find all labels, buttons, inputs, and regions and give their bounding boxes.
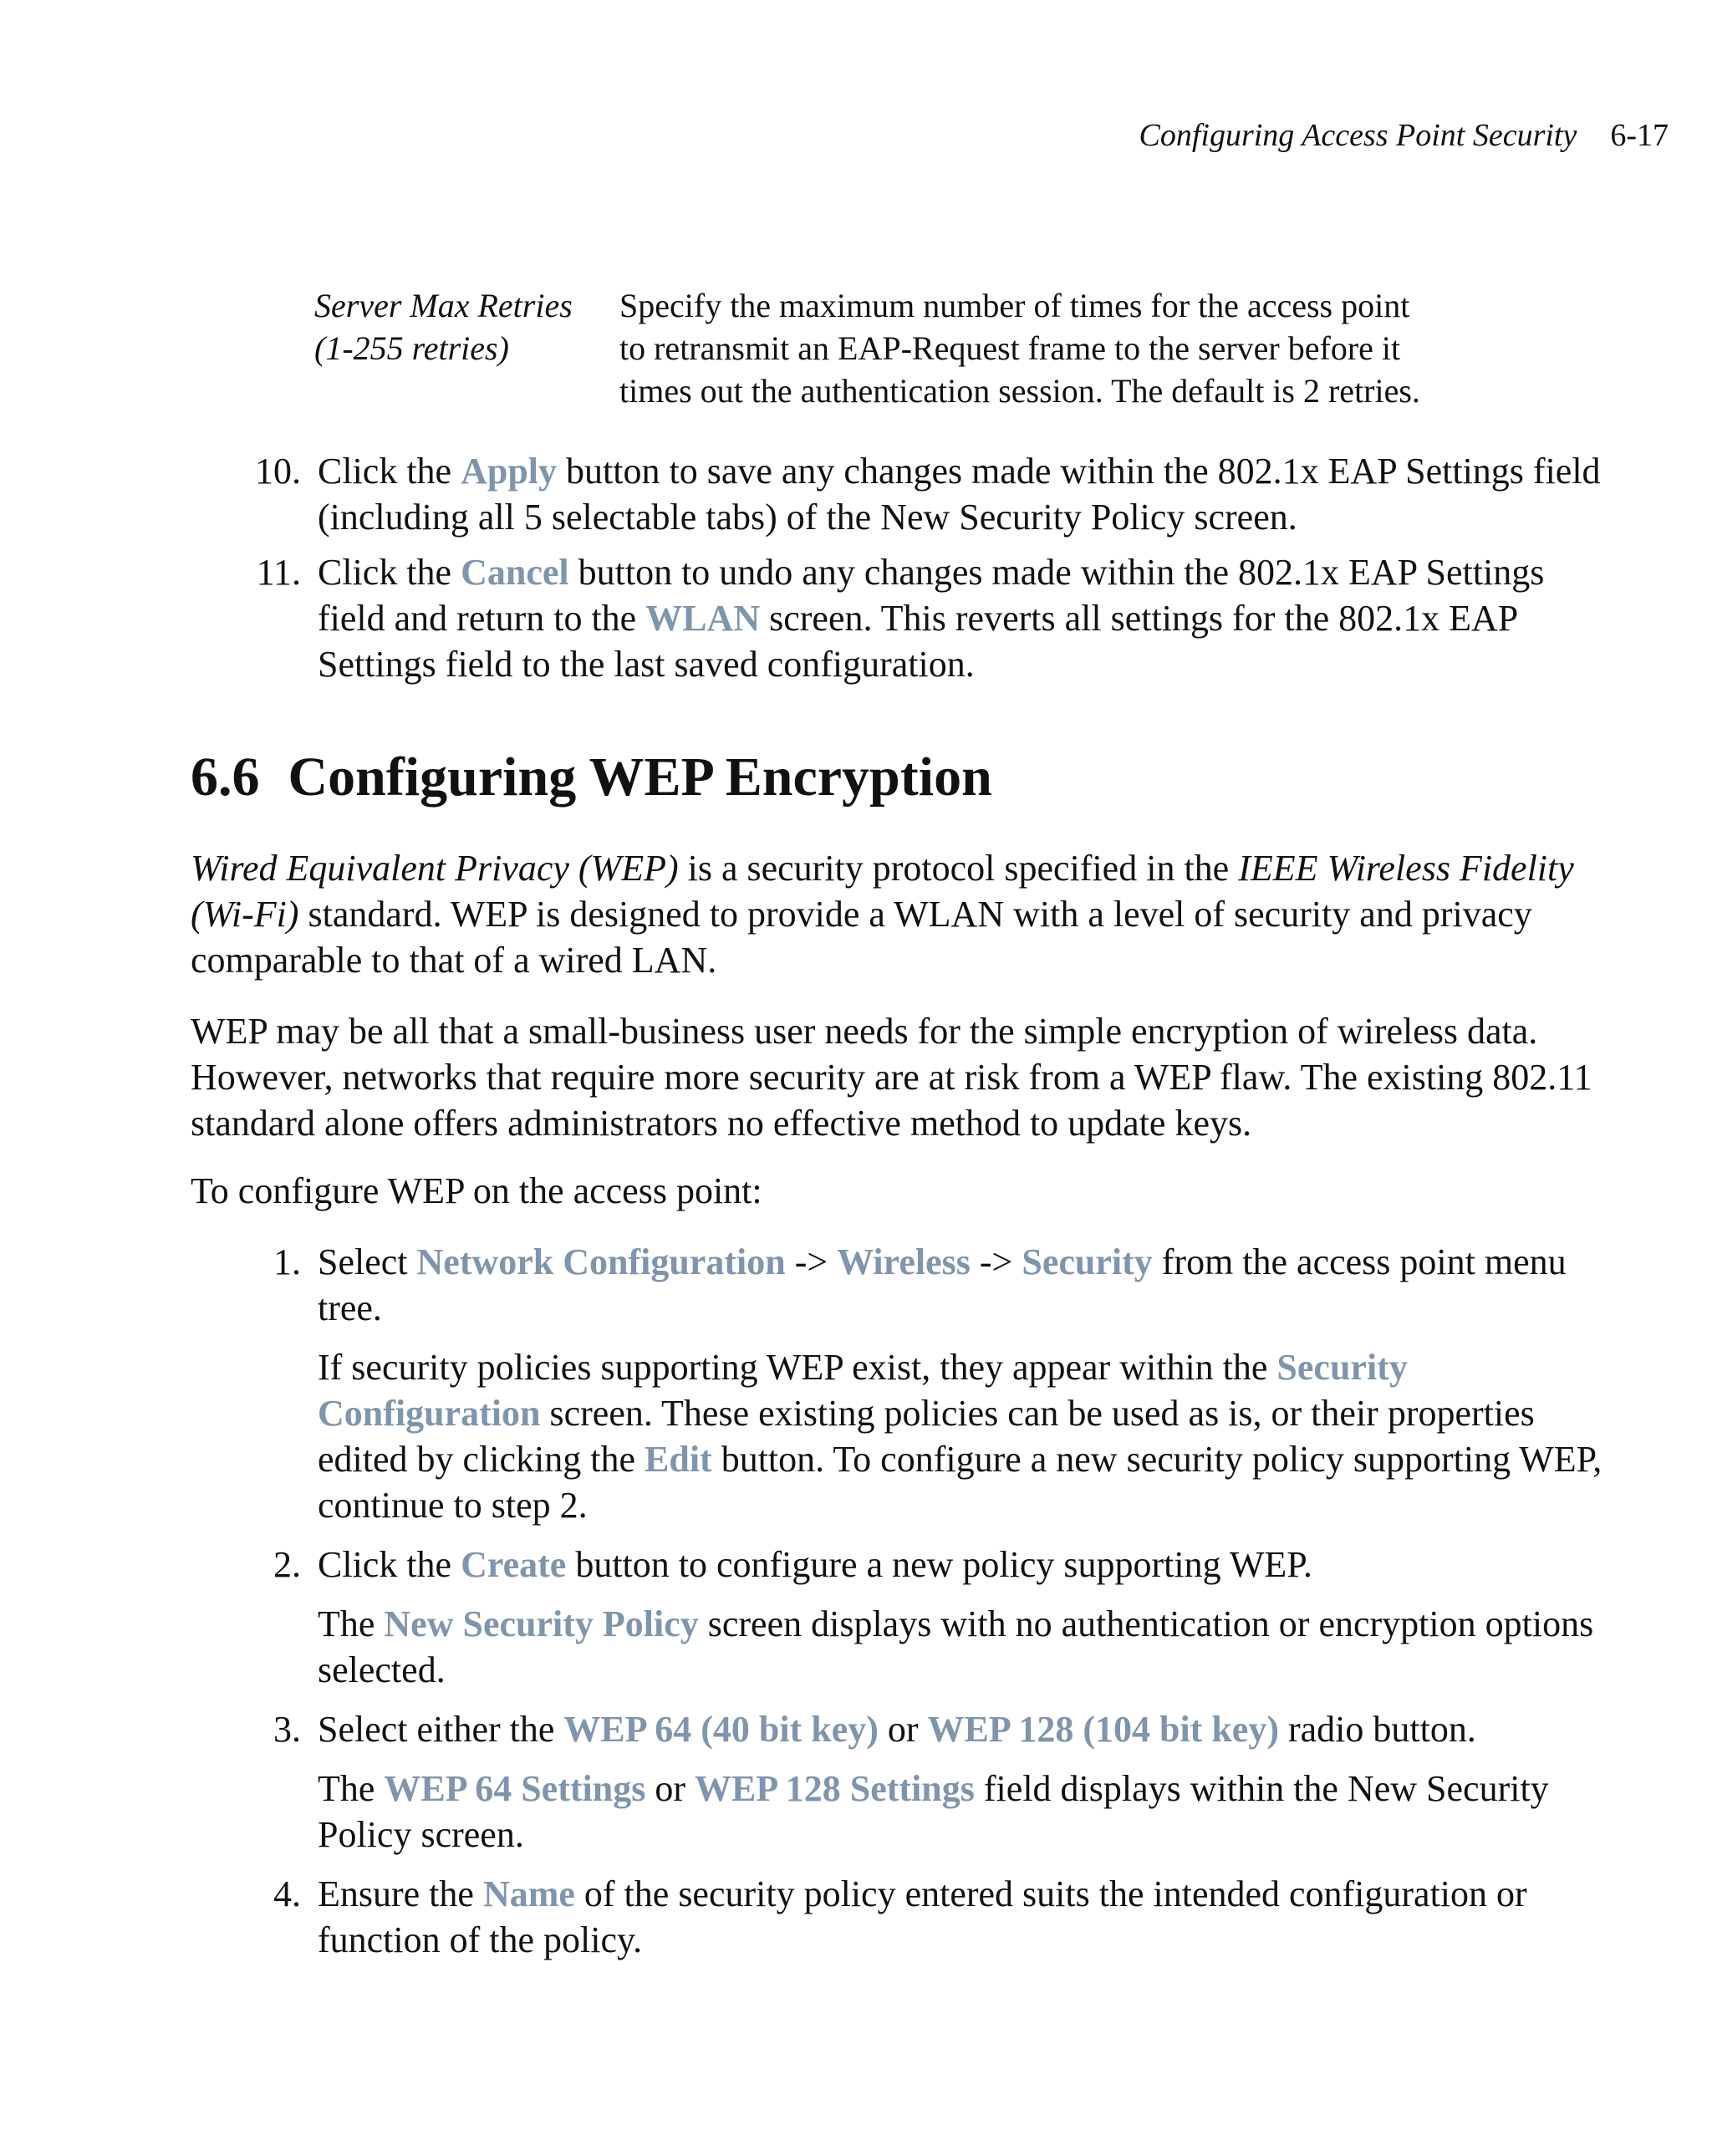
wep-term: Wired Equivalent Privacy (WEP) (191, 848, 679, 889)
section-number: 6.6 (191, 747, 260, 808)
parameter-description-line: times out the authentication session. The default is 2 retries. (619, 372, 1420, 410)
edit-button-ref: Edit (645, 1439, 712, 1480)
wep64-settings-ref: WEP 64 Settings (384, 1768, 646, 1809)
parameter-term (314, 284, 615, 370)
section-title: Configuring WEP Encryption (288, 747, 992, 808)
parameter-description (619, 284, 1712, 412)
step-number: 3. (273, 1709, 301, 1750)
wep128-option-ref: WEP 128 (104 bit key) (927, 1709, 1279, 1750)
parameter-description-line: Specify the maximum number of times for the access point (619, 287, 1410, 324)
step-text: Click the Cancel button to undo any changes made within the 802.1x EAP Settings field and return to the WLAN screen. This reverts all settings for the 802.1x EAP Settings field to the last saved configuration. (318, 552, 1545, 685)
step-number: 10. (255, 451, 301, 492)
section-heading (191, 744, 992, 811)
step-number: 11. (256, 552, 301, 593)
name-field-ref: Name (482, 1873, 575, 1914)
wlan-screen-ref: WLAN (645, 598, 761, 639)
step-text: Ensure the Name of the security policy entered suits the intended configuration or function of the policy. (318, 1873, 1527, 1960)
parameter-term-name: Server Max Retries (314, 287, 573, 324)
step-text: Click the Apply button to save any changes made within the 802.1x EAP Settings field (including all 5 selectable tabs) of the New Security Policy screen. (318, 451, 1601, 538)
create-button-ref: Create (461, 1544, 567, 1585)
step-number: 1. (273, 1241, 301, 1282)
apply-button-ref: Apply (461, 451, 558, 492)
security-ref: Security (1022, 1241, 1153, 1282)
ieee-term: IEEE Wireless Fidelity (Wi-Fi) (191, 848, 1574, 935)
parameter-term-range: (1-255 retries) (314, 329, 509, 367)
intro-paragraph-3: To configure WEP on the access point: (191, 1170, 762, 1211)
step-number: 4. (273, 1873, 301, 1914)
step-text: Click the Create button to configure a new policy supporting WEP. The New Security Policy screen displays with no authentication or encryption options selected. (318, 1542, 1605, 1693)
wireless-ref: Wireless (837, 1241, 971, 1282)
new-security-policy-ref: New Security Policy (384, 1603, 699, 1644)
step-note: The WEP 64 Settings or WEP 128 Settings field displays within the New Security Policy screen. (318, 1768, 1549, 1855)
running-header (1139, 115, 1669, 155)
security-configuration-ref: Security Configuration (318, 1347, 1408, 1434)
step-text: Select Network Configuration -> Wireless -> Security from the access point menu tree. If security policies supporting WEP exist, they appear within the Security Configuration screen. These existing policies can be used as is, or their properties edited by clicking the Edit button. To configure a new security policy supporting WEP, continue to step 2. (318, 1239, 1605, 1528)
step-text: Select either the WEP 64 (40 bit key) or WEP 128 (104 bit key) radio button. The WEP 64 Settings or WEP 128 Settings field displays within the New Security Policy screen. (318, 1706, 1605, 1858)
cancel-button-ref: Cancel (461, 552, 569, 593)
page-number: 6-17 (1610, 118, 1669, 153)
step-note: The New Security Policy screen displays with no authentication or encryption options selected. (318, 1603, 1594, 1690)
header-title: Configuring Access Point Security (1139, 118, 1577, 153)
step-number: 2. (273, 1544, 301, 1585)
step-note: If security policies supporting WEP exist, they appear within the Security Configuration screen. These existing policies can be used as is, or their properties edited by clicking the Edit button. To configure a new security policy supporting WEP, continue to step 2. (318, 1347, 1602, 1526)
parameter-description-line: to retransmit an EAP-Request frame to the server before it (619, 329, 1401, 367)
wep64-option-ref: WEP 64 (40 bit key) (563, 1709, 879, 1750)
network-configuration-ref: Network Configuration (416, 1241, 786, 1282)
intro-paragraph-1: Wired Equivalent Privacy (WEP) is a security protocol specified in the IEEE Wireless Fidelity (Wi-Fi) standard. WEP is designed to provide a WLAN with a level of security and privacy comparable to that of a wired LAN. (191, 848, 1574, 981)
wep128-settings-ref: WEP 128 Settings (694, 1768, 975, 1809)
intro-paragraph-2: WEP may be all that a small-business user needs for the simple encryption of wireless data. However, networks that require more security are at risk from a WEP flaw. The existing 802.11 standard alone offers administrators no effective method to update keys. (191, 1011, 1592, 1144)
